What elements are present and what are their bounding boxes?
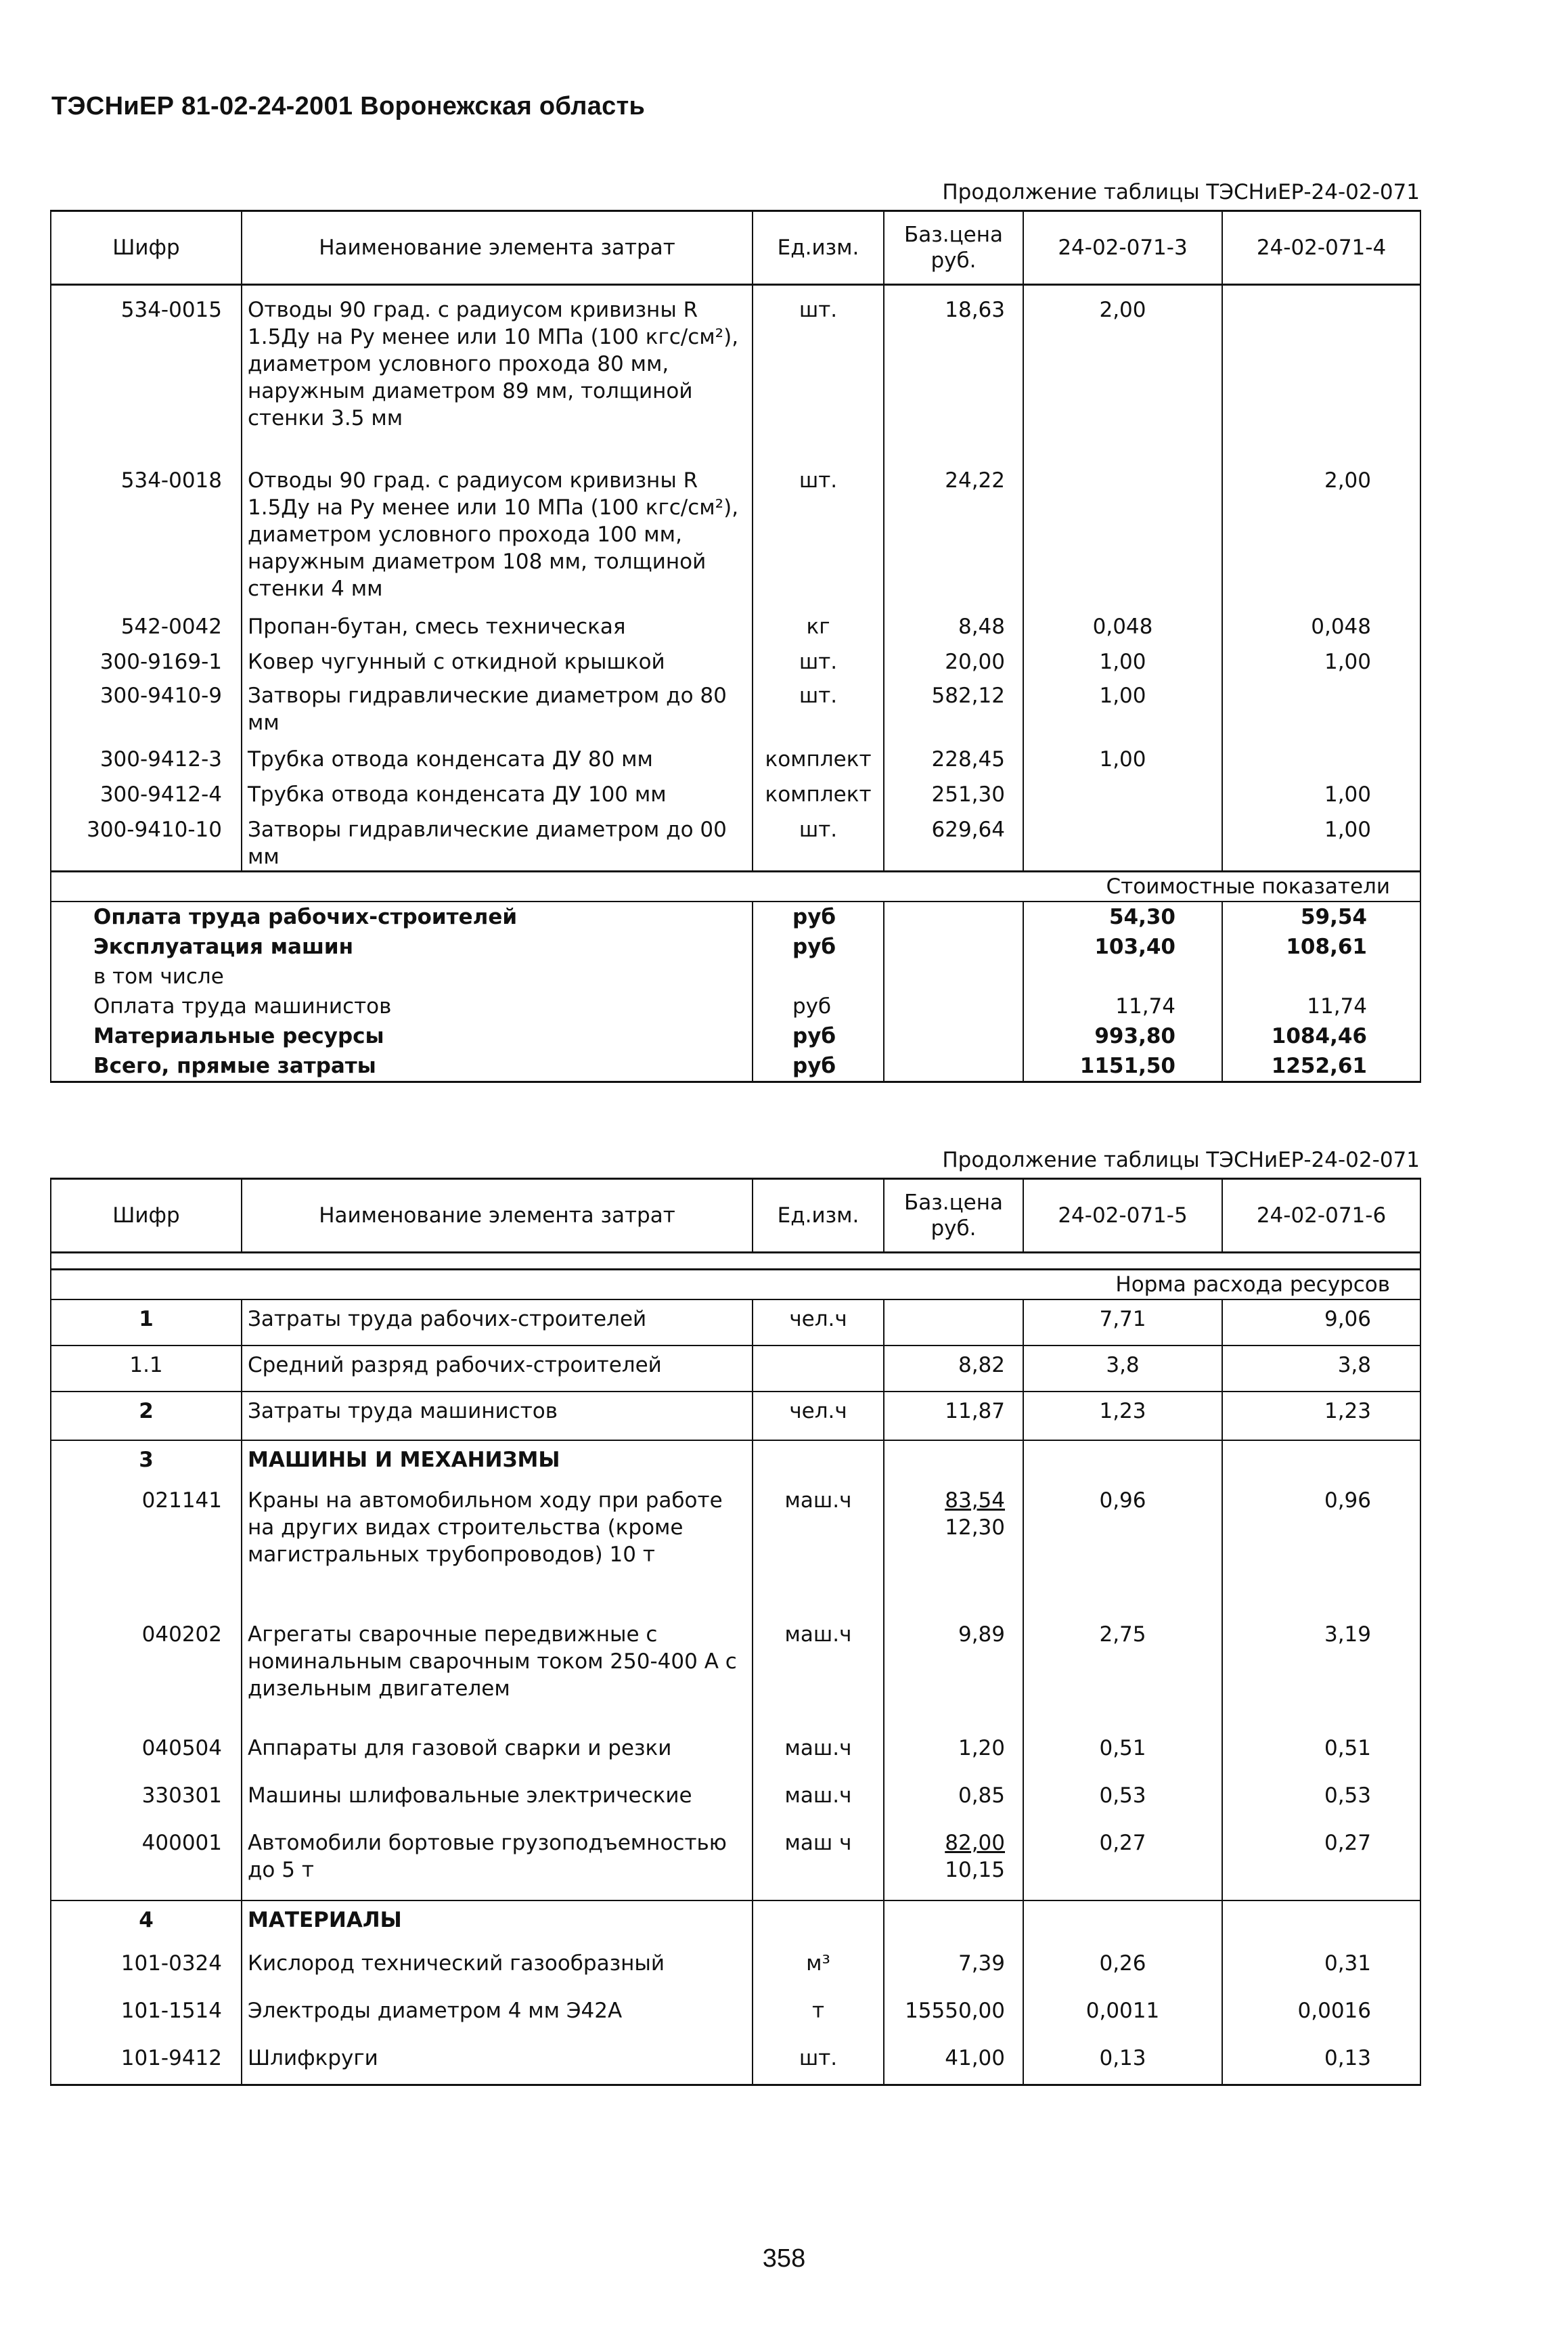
row-code: 1.1 (51, 1346, 242, 1392)
row-value-1 (1023, 773, 1222, 808)
row-unit: м³ (753, 1944, 884, 1992)
row-unit: шт. (753, 456, 884, 602)
row-name: Трубка отвода конденсата ДУ 100 мм (242, 773, 753, 808)
cost-label: Материальные ресурсы (51, 1021, 753, 1051)
table-row (51, 1616, 1420, 1729)
row-value-1: 0,13 (1023, 2039, 1222, 2085)
row-code: 101-9412 (51, 2039, 242, 2085)
row-name: МАТЕРИАЛЫ (242, 1900, 753, 1944)
cost-unit (753, 962, 884, 992)
row-value-1 (1023, 1440, 1222, 1482)
row-unit: шт. (753, 285, 884, 457)
table-row (51, 808, 1420, 872)
header-code: Шифр (51, 211, 242, 285)
row-value-1 (1023, 1900, 1222, 1944)
cost-value-2: 11,74 (1222, 992, 1420, 1021)
price-value: 8,82 (958, 1353, 1005, 1377)
row-price (884, 1482, 1023, 1616)
row-value-1: 7,71 (1023, 1299, 1222, 1346)
cost-label: Оплата труда машинистов (51, 992, 753, 1021)
cost-value-1: 993,80 (1023, 1021, 1222, 1051)
price-value: 41,00 (945, 2046, 1005, 2070)
gap-cell (51, 1253, 1420, 1270)
cost-unit: руб (753, 1021, 884, 1051)
row-price (884, 1777, 1023, 1824)
row-price: 8,48 (884, 602, 1023, 640)
row-unit: маш.ч (753, 1777, 884, 1824)
row-value-2: 3,8 (1222, 1346, 1420, 1392)
row-value-1: 2,75 (1023, 1616, 1222, 1729)
row-code: 1 (51, 1299, 242, 1346)
row-value-1: 1,23 (1023, 1392, 1222, 1440)
cost-value-1 (1023, 962, 1222, 992)
cost-value-1: 11,74 (1023, 992, 1222, 1021)
row-unit: комплект (753, 773, 884, 808)
row-name: Электроды диаметром 4 мм Э42А (242, 1992, 753, 2039)
price-value-2: 10,15 (945, 1858, 1005, 1882)
price-value: 9,89 (958, 1622, 1005, 1647)
header-price: Баз.цена руб. (884, 211, 1023, 285)
table-row (51, 1777, 1420, 1824)
row-value-2: 0,53 (1222, 1777, 1420, 1824)
row-unit: комплект (753, 736, 884, 773)
row-code: 400001 (51, 1824, 242, 1900)
table-row (51, 736, 1420, 773)
row-value-1: 0,53 (1023, 1777, 1222, 1824)
row-name: Отводы 90 град. с радиусом кривизны R 1.5Ду на Ру менее или 10 МПа (100 кгс/см²), диаметром условного прохода 100 мм, наружным диаметром 108 мм, толщиной стенки 4 мм (242, 456, 753, 602)
header-col2: 24-02-071-6 (1222, 1179, 1420, 1253)
row-price: 582,12 (884, 675, 1023, 736)
table-row (51, 1482, 1420, 1616)
row-value-2: 0,31 (1222, 1944, 1420, 1992)
row-code: 300-9169-1 (51, 640, 242, 675)
header-col1: 24-02-071-3 (1023, 211, 1222, 285)
row-unit: шт. (753, 808, 884, 872)
row-unit: маш ч (753, 1824, 884, 1900)
cost-unit: руб (753, 992, 884, 1021)
header-col2: 24-02-071-4 (1222, 211, 1420, 285)
row-name: Затраты труда рабочих-строителей (242, 1299, 753, 1346)
row-value-2: 9,06 (1222, 1299, 1420, 1346)
row-value-2: 0,13 (1222, 2039, 1420, 2085)
cost-label: Эксплуатация машин (51, 932, 753, 962)
row-price (884, 1392, 1023, 1440)
row-value-1: 2,00 (1023, 285, 1222, 457)
row-value-2 (1222, 736, 1420, 773)
row-name: Средний разряд рабочих-строителей (242, 1346, 753, 1392)
document-title: ТЭСНиЕР 81-02-24-2001 Воронежская область (51, 92, 646, 120)
page-number: 358 (762, 2244, 806, 2273)
cost-row (51, 932, 1420, 962)
row-code: 040202 (51, 1616, 242, 1729)
row-unit: маш.ч (753, 1616, 884, 1729)
row-price (884, 1440, 1023, 1482)
row-code: 021141 (51, 1482, 242, 1616)
row-name: Машины шлифовальные электрические (242, 1777, 753, 1824)
row-code: 040504 (51, 1729, 242, 1777)
row-value-2: 1,23 (1222, 1392, 1420, 1440)
row-price (884, 2039, 1023, 2085)
price-value: 11,87 (945, 1399, 1005, 1423)
table-row (51, 1992, 1420, 2039)
row-value-2: 3,19 (1222, 1616, 1420, 1729)
row-value-1 (1023, 456, 1222, 602)
row-name: Пропан-бутан, смесь техническая (242, 602, 753, 640)
row-name: Затраты труда машинистов (242, 1392, 753, 1440)
table1-header-row (51, 211, 1420, 285)
price-value-2: 12,30 (945, 1515, 1005, 1540)
row-value-1: 0,96 (1023, 1482, 1222, 1616)
row-price (884, 1299, 1023, 1346)
cost-row (51, 902, 1420, 932)
table-row (51, 2039, 1420, 2085)
header-code: Шифр (51, 1179, 242, 1253)
row-name: Краны на автомобильном ходу при работе на других видах строительства (кроме магистральных трубопроводов) 10 т (242, 1482, 753, 1616)
row-name: Аппараты для газовой сварки и резки (242, 1729, 753, 1777)
row-name: Отводы 90 град. с радиусом кривизны R 1.5Ду на Ру менее или 10 МПа (100 кгс/см²), диаметром условного прохода 80 мм, наружным диаметром 89 мм, толщиной стенки 3.5 мм (242, 285, 753, 457)
cost-label: Всего, прямые затраты (51, 1051, 753, 1082)
price-value: 0,85 (958, 1783, 1005, 1808)
cost-unit: руб (753, 902, 884, 932)
cost-value-2 (1222, 962, 1420, 992)
header-price: Баз.цена руб. (884, 1179, 1023, 1253)
price-value: 82,00 (945, 1831, 1005, 1855)
table1-caption: Продолжение таблицы ТЭСНиЕР-24-02-071 (942, 180, 1420, 204)
row-name: Автомобили бортовые грузоподъемностью до 5 т (242, 1824, 753, 1900)
header-unit: Ед.изм. (753, 1179, 884, 1253)
row-price: 629,64 (884, 808, 1023, 872)
row-code: 534-0015 (51, 285, 242, 457)
cost-unit: руб (753, 1051, 884, 1082)
row-price (884, 1346, 1023, 1392)
table-row (51, 1900, 1420, 1944)
table-row (51, 285, 1420, 457)
row-code: 534-0018 (51, 456, 242, 602)
row-value-2 (1222, 285, 1420, 457)
band-label: Стоимостные показатели (51, 872, 1420, 902)
row-value-1: 0,27 (1023, 1824, 1222, 1900)
row-value-1: 1,00 (1023, 736, 1222, 773)
row-value-2: 1,00 (1222, 773, 1420, 808)
row-value-1: 3,8 (1023, 1346, 1222, 1392)
row-price (884, 1944, 1023, 1992)
header-name: Наименование элемента затрат (242, 211, 753, 285)
row-unit: шт. (753, 640, 884, 675)
cost-value-1: 1151,50 (1023, 1051, 1222, 1082)
cost-row (51, 962, 1420, 992)
cost-value-1: 103,40 (1023, 932, 1222, 962)
table2-caption: Продолжение таблицы ТЭСНиЕР-24-02-071 (942, 1148, 1420, 1172)
table-row (51, 675, 1420, 736)
row-price (884, 1824, 1023, 1900)
cost-row (51, 992, 1420, 1021)
row-name: Затворы гидравлические диаметром до 00 мм (242, 808, 753, 872)
header-name: Наименование элемента затрат (242, 1179, 753, 1253)
row-price: 18,63 (884, 285, 1023, 457)
table2-header-row (51, 1179, 1420, 1253)
table-row (51, 1729, 1420, 1777)
header-col1: 24-02-071-5 (1023, 1179, 1222, 1253)
cost-price-empty (884, 1021, 1023, 1051)
cost-price-empty (884, 1051, 1023, 1082)
table2-band-row (51, 1270, 1420, 1300)
row-value-1: 0,51 (1023, 1729, 1222, 1777)
table-row (51, 602, 1420, 640)
row-unit: маш.ч (753, 1729, 884, 1777)
cost-row (51, 1021, 1420, 1051)
row-price: 251,30 (884, 773, 1023, 808)
row-unit: т (753, 1992, 884, 2039)
price-value: 15550,00 (905, 1999, 1005, 2023)
row-unit (753, 1346, 884, 1392)
cost-unit: руб (753, 932, 884, 962)
row-value-2: 0,96 (1222, 1482, 1420, 1616)
row-name: МАШИНЫ И МЕХАНИЗМЫ (242, 1440, 753, 1482)
row-value-2 (1222, 675, 1420, 736)
row-name: Трубка отвода конденсата ДУ 80 мм (242, 736, 753, 773)
row-value-2 (1222, 1440, 1420, 1482)
row-value-2: 0,27 (1222, 1824, 1420, 1900)
row-code: 101-1514 (51, 1992, 242, 2039)
row-value-2: 0,51 (1222, 1729, 1420, 1777)
table2 (50, 1178, 1421, 2086)
table-row (51, 1824, 1420, 1900)
table1-band-row (51, 872, 1420, 902)
row-name: Затворы гидравлические диаметром до 80 мм (242, 675, 753, 736)
band-label: Норма расхода ресурсов (51, 1270, 1420, 1300)
row-value-1 (1023, 808, 1222, 872)
row-value-2: 0,0016 (1222, 1992, 1420, 2039)
table-row (51, 1299, 1420, 1346)
cost-value-2: 108,61 (1222, 932, 1420, 962)
header-unit: Ед.изм. (753, 211, 884, 285)
row-price: 24,22 (884, 456, 1023, 602)
table-row (51, 640, 1420, 675)
row-price (884, 1616, 1023, 1729)
row-value-2: 1,00 (1222, 640, 1420, 675)
row-unit: шт. (753, 2039, 884, 2085)
row-price (884, 1992, 1023, 2039)
row-code: 300-9410-10 (51, 808, 242, 872)
table1 (50, 210, 1421, 1083)
table2-gap-row (51, 1253, 1420, 1270)
row-code: 542-0042 (51, 602, 242, 640)
cost-value-2: 1252,61 (1222, 1051, 1420, 1082)
table-row (51, 773, 1420, 808)
price-value: 1,20 (958, 1736, 1005, 1760)
cost-value-1: 54,30 (1023, 902, 1222, 932)
row-price: 20,00 (884, 640, 1023, 675)
cost-value-2: 1084,46 (1222, 1021, 1420, 1051)
row-value-1: 0,0011 (1023, 1992, 1222, 2039)
table-row (51, 1944, 1420, 1992)
row-value-2: 1,00 (1222, 808, 1420, 872)
row-code: 4 (51, 1900, 242, 1944)
row-price: 228,45 (884, 736, 1023, 773)
row-code: 2 (51, 1392, 242, 1440)
row-code: 300-9412-4 (51, 773, 242, 808)
row-name: Ковер чугунный с откидной крышкой (242, 640, 753, 675)
price-value: 83,54 (945, 1488, 1005, 1513)
row-name: Шлифкруги (242, 2039, 753, 2085)
row-value-1: 1,00 (1023, 640, 1222, 675)
row-unit: кг (753, 602, 884, 640)
row-value-1: 0,048 (1023, 602, 1222, 640)
table-row (51, 456, 1420, 602)
cost-row (51, 1051, 1420, 1082)
row-unit: маш.ч (753, 1482, 884, 1616)
row-value-2: 0,048 (1222, 602, 1420, 640)
row-value-1: 1,00 (1023, 675, 1222, 736)
row-unit (753, 1900, 884, 1944)
row-price (884, 1900, 1023, 1944)
row-code: 300-9412-3 (51, 736, 242, 773)
row-price (884, 1729, 1023, 1777)
row-value-2: 2,00 (1222, 456, 1420, 602)
row-code: 300-9410-9 (51, 675, 242, 736)
table-row (51, 1392, 1420, 1440)
row-unit (753, 1440, 884, 1482)
cost-price-empty (884, 962, 1023, 992)
row-value-1: 0,26 (1023, 1944, 1222, 1992)
row-name: Агрегаты сварочные передвижные с номинальным сварочным током 250-400 А с дизельным двигателем (242, 1616, 753, 1729)
row-code: 3 (51, 1440, 242, 1482)
table-row (51, 1440, 1420, 1482)
cost-value-2: 59,54 (1222, 902, 1420, 932)
row-unit: шт. (753, 675, 884, 736)
cost-price-empty (884, 992, 1023, 1021)
row-unit: чел.ч (753, 1299, 884, 1346)
table-row (51, 1346, 1420, 1392)
price-value: 7,39 (958, 1951, 1005, 1976)
row-unit: чел.ч (753, 1392, 884, 1440)
row-value-2 (1222, 1900, 1420, 1944)
cost-price-empty (884, 932, 1023, 962)
row-name: Кислород технический газообразный (242, 1944, 753, 1992)
row-code: 330301 (51, 1777, 242, 1824)
cost-label: в том числе (51, 962, 753, 992)
cost-label: Оплата труда рабочих-строителей (51, 902, 753, 932)
row-code: 101-0324 (51, 1944, 242, 1992)
cost-price-empty (884, 902, 1023, 932)
